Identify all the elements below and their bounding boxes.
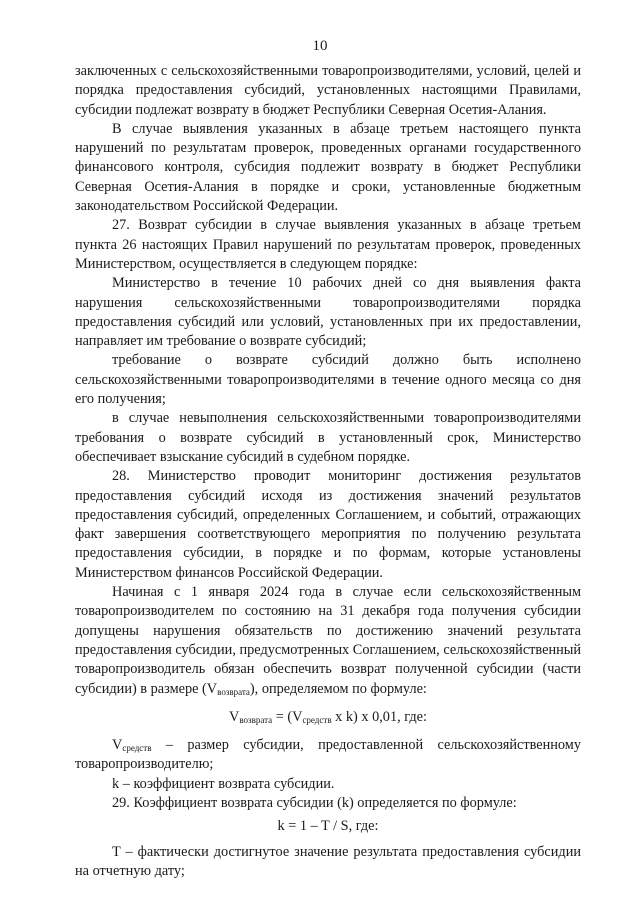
paragraph-28: 28. Министерство проводит мониторинг достижения результатов предоставления субсидий исходя из достижения значений результатов предоставления субсидий, определенных Соглашением, и событий, отражающих факт завершения соответствующего мероприятия по получению результата предоставления субсидии, в порядке и по формам, которые установлены Министерством финансов Российской Федерации. — [75, 468, 581, 581]
document-body — [75, 62, 581, 881]
subscript-return: возврата — [217, 686, 250, 697]
formula-v: V — [229, 708, 240, 725]
formula-tail: x k) x 0,01, где: — [331, 708, 427, 725]
paragraph-29: 29. Коэффициент возврата субсидии (k) определяется по формуле: — [112, 794, 517, 811]
definition-sub: средств — [122, 743, 152, 754]
paragraph-k-definition: k – коэффициент возврата субсидии. — [112, 775, 335, 792]
paragraph-v-funds-definition — [75, 736, 581, 775]
formula-mid: = (V — [272, 708, 303, 725]
page-number: 10 — [312, 38, 328, 54]
paragraph-violation-control: В случае выявления указанных в абзаце третьем настоящего пункта нарушений по результатам проверок, проведенных органами государственного финансового контроля, субсидия подлежит возврату в бюджет Республики Северная Осетия-Алания в порядке и сроки, установленные бюджетным законодательством Российской Федерации. — [75, 120, 581, 215]
formula-sub-return: возврата — [239, 714, 273, 725]
paragraph-27: 27. Возврат субсидии в случае выявления указанных в абзаце третьем пункта 26 настоящих Правил нарушений по результатам проверок, проведенных Министерством, осуществляется в следующем порядке: — [75, 217, 581, 272]
formula-return-amount — [75, 708, 581, 727]
paragraph-2024-return — [75, 583, 581, 699]
definition-text: – размер субсидии, предоставленной сельскохозяйственному товаропроизводителю; — [75, 737, 581, 773]
paragraph-continuation: заключенных с сельскохозяйственными товаропроизводителями, условий, целей и порядка предоставления субсидий, установленных настоящими Правилами, субсидии подлежат возврату в бюджет Республики Северная Осетия-Алания. — [75, 63, 581, 118]
formula-k: k = 1 – T / S, где: — [277, 818, 379, 835]
definition-v: V — [112, 737, 123, 754]
paragraph-court-recovery: в случае невыполнения сельскохозяйственными товаропроизводителями требования о возврате субсидий в установленный срок, Министерство обеспечивает взыскание субсидий в судебном порядке. — [75, 410, 581, 465]
paragraph-ministry-demand: Министерство в течение 10 рабочих дней со дня выявления факта нарушения сельскохозяйственными товаропроизводителями порядка предоставления субсидий или условий, установленных при их предоставлении, направляет им требование о возврате субсидий; — [75, 275, 581, 350]
paragraph-2024-tail: ), определяемом по формуле: — [249, 680, 427, 697]
paragraph-t-definition: T – фактически достигнутое значение результата предоставления субсидии на отчетную дату; — [75, 843, 581, 879]
paragraph-2024-text: Начиная с 1 января 2024 года в случае если сельскохозяйственным товаропроизводителем по состоянию на 31 декабря года получения субсидии допущены нарушения обязательств по достижению значений результата предоставления субсидии, предусмотренных Соглашением, сельскохозяйственный товаропроизводитель обязан обеспечить возврат полученной субсидии (части субсидии) в размере (V — [75, 584, 581, 697]
paragraph-demand-deadline: требование о возврате субсидий должно быть исполнено сельскохозяйственными товаропроизводителями в течение одного месяца со дня его получения; — [75, 352, 581, 408]
formula-sub-funds: средств — [302, 714, 332, 725]
